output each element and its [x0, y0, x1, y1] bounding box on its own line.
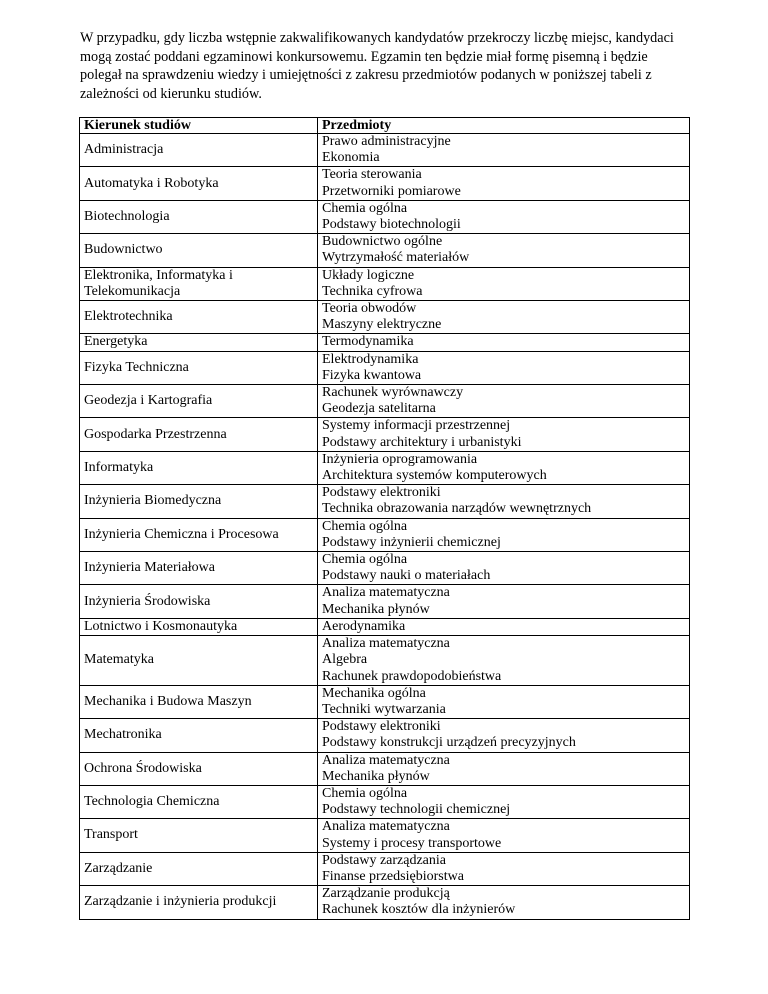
- subject-item: Wytrzymałość materiałów: [322, 250, 470, 266]
- table-row: [80, 785, 690, 818]
- subject-item: Mechanika ogólna: [322, 685, 426, 701]
- field-of-study: Matematyka: [80, 636, 318, 686]
- field-of-study: Zarządzanie: [80, 852, 318, 885]
- subject-item: Systemy informacji przestrzennej: [322, 418, 511, 434]
- field-of-study: Administracja: [80, 134, 318, 167]
- subject-item: Techniki wytwarzania: [322, 701, 446, 717]
- subject-item: Finanse przedsiębiorstwa: [322, 868, 464, 884]
- field-of-study: Energetyka: [80, 334, 318, 351]
- subjects-cell: [318, 167, 690, 200]
- table-row: [80, 719, 690, 752]
- table-body: [80, 134, 690, 920]
- subject-item: Podstawy zarządzania: [322, 852, 446, 868]
- subject-item: Termodynamika: [322, 334, 414, 350]
- subject-item: Analiza matematyczna: [322, 636, 450, 652]
- field-of-study: Informatyka: [80, 451, 318, 484]
- subject-item: Budownictwo ogólne: [322, 234, 443, 250]
- field-of-study: Inżynieria Chemiczna i Procesowa: [80, 518, 318, 551]
- field-of-study: Inżynieria Środowiska: [80, 585, 318, 618]
- subject-item: Podstawy elektroniki: [322, 719, 441, 735]
- table-row: [80, 485, 690, 518]
- field-of-study: Budownictwo: [80, 234, 318, 267]
- subject-item: Podstawy inżynierii chemicznej: [322, 534, 501, 550]
- field-of-study: Ochrona Środowiska: [80, 752, 318, 785]
- header-field: Kierunek studiów: [80, 118, 318, 134]
- table-row: [80, 852, 690, 885]
- field-of-study: Technologia Chemiczna: [80, 785, 318, 818]
- subject-item: Ekonomia: [322, 150, 380, 166]
- subjects-cell: [318, 451, 690, 484]
- subject-item: Analiza matematyczna: [322, 585, 450, 601]
- subject-item: Architektura systemów komputerowych: [322, 468, 547, 484]
- subjects-cell: [318, 552, 690, 585]
- subjects-cell: [318, 485, 690, 518]
- field-of-study: Mechanika i Budowa Maszyn: [80, 685, 318, 718]
- subject-item: Podstawy architektury i urbanistyki: [322, 434, 522, 450]
- field-of-study: Gospodarka Przestrzenna: [80, 418, 318, 451]
- table-row: [80, 552, 690, 585]
- subject-item: Zarządzanie produkcją: [322, 886, 450, 902]
- table-row: [80, 134, 690, 167]
- subject-item: Podstawy biotechnologii: [322, 217, 461, 233]
- header-subjects: Przedmioty: [318, 118, 690, 134]
- intro-paragraph: W przypadku, gdy liczba wstępnie zakwalifikowanych kandydatów przekroczy liczbę miejsc, kandydaci mogą zostać poddani egzaminowi konkursowemu. Egzamin ten będzie miał formę pisemną i będzie polegał na sprawdzeniu wiedzy i umiejętności z zakresu przedmiotów podanych w poniższej tabeli z zależności od kierunku studiów.: [80, 30, 674, 102]
- subjects-cell: [318, 418, 690, 451]
- field-of-study: Inżynieria Biomedyczna: [80, 485, 318, 518]
- table-row: [80, 418, 690, 451]
- table-row: [80, 585, 690, 618]
- table-row: [80, 819, 690, 852]
- subject-item: Inżynieria oprogramowania: [322, 451, 478, 467]
- subject-item: Mechanika płynów: [322, 768, 430, 784]
- table-row: [80, 685, 690, 718]
- subject-item: Analiza matematyczna: [322, 752, 450, 768]
- subjects-cell: [318, 618, 690, 635]
- table-row: [80, 636, 690, 686]
- subjects-cell: [318, 267, 690, 300]
- subject-item: Geodezja satelitarna: [322, 401, 436, 417]
- subjects-cell: [318, 134, 690, 167]
- table-row: [80, 351, 690, 384]
- subjects-cell: [318, 334, 690, 351]
- field-of-study: Zarządzanie i inżynieria produkcji: [80, 886, 318, 919]
- table-row: [80, 886, 690, 919]
- subject-item: Przetworniki pomiarowe: [322, 183, 461, 199]
- subjects-cell: [318, 719, 690, 752]
- subject-item: Chemia ogólna: [322, 785, 408, 801]
- subject-item: Rachunek kosztów dla inżynierów: [322, 902, 516, 918]
- subject-item: Technika obrazowania narządów wewnętrznych: [322, 501, 592, 517]
- table-row: [80, 334, 690, 351]
- subjects-cell: [318, 785, 690, 818]
- table-row: [80, 518, 690, 551]
- subject-item: Elektrodynamika: [322, 351, 419, 367]
- subject-item: Algebra: [322, 652, 368, 668]
- subject-item: Podstawy nauki o materiałach: [322, 568, 491, 584]
- subject-item: Teoria sterowania: [322, 167, 422, 183]
- subjects-cell: [318, 351, 690, 384]
- table-row: [80, 200, 690, 233]
- subject-item: Fizyka kwantowa: [322, 367, 422, 383]
- subjects-cell: [318, 636, 690, 686]
- subject-item: Podstawy technologii chemicznej: [322, 802, 511, 818]
- table-row: [80, 167, 690, 200]
- subject-item: Chemia ogólna: [322, 200, 408, 216]
- table-row: [80, 267, 690, 300]
- table-row: [80, 234, 690, 267]
- field-of-study: Inżynieria Materiałowa: [80, 552, 318, 585]
- field-of-study: Lotnictwo i Kosmonautyka: [80, 618, 318, 635]
- subject-item: Rachunek wyrównawczy: [322, 385, 464, 401]
- subjects-cell: [318, 886, 690, 919]
- subject-item: Rachunek prawdopodobieństwa: [322, 668, 502, 684]
- subject-item: Chemia ogólna: [322, 518, 408, 534]
- subjects-cell: [318, 819, 690, 852]
- subject-item: Aerodynamika: [322, 618, 406, 634]
- field-of-study: Mechatronika: [80, 719, 318, 752]
- subjects-cell: [318, 585, 690, 618]
- table-header-row: [80, 118, 690, 134]
- field-of-study: Geodezja i Kartografia: [80, 385, 318, 418]
- subject-item: Mechanika płynów: [322, 601, 430, 617]
- subject-item: Chemia ogólna: [322, 552, 408, 568]
- subjects-cell: [318, 685, 690, 718]
- subjects-cell: [318, 234, 690, 267]
- field-of-study: Fizyka Techniczna: [80, 351, 318, 384]
- subjects-cell: [318, 852, 690, 885]
- subjects-cell: [318, 301, 690, 334]
- field-of-study: Automatyka i Robotyka: [80, 167, 318, 200]
- subject-item: Technika cyfrowa: [322, 283, 423, 299]
- subjects-cell: [318, 385, 690, 418]
- subject-item: Układy logiczne: [322, 267, 415, 283]
- table-row: [80, 752, 690, 785]
- table-row: [80, 618, 690, 635]
- subject-item: Podstawy konstrukcji urządzeń precyzyjnych: [322, 735, 576, 751]
- field-of-study: Transport: [80, 819, 318, 852]
- subject-item: Podstawy elektroniki: [322, 485, 441, 501]
- subject-item: Teoria obwodów: [322, 301, 417, 317]
- subjects-cell: [318, 752, 690, 785]
- subject-item: Systemy i procesy transportowe: [322, 835, 502, 851]
- field-of-study: Elektronika, Informatyka i Telekomunikacja: [80, 267, 318, 300]
- subject-item: Maszyny elektryczne: [322, 317, 442, 333]
- subject-item: Prawo administracyjne: [322, 134, 451, 149]
- subject-item: Analiza matematyczna: [322, 819, 450, 835]
- field-of-study: Biotechnologia: [80, 200, 318, 233]
- table-row: [80, 385, 690, 418]
- field-of-study: Elektrotechnika: [80, 301, 318, 334]
- subjects-cell: [318, 200, 690, 233]
- table-row: [80, 301, 690, 334]
- subjects-table: [79, 117, 690, 920]
- subjects-cell: [318, 518, 690, 551]
- table-row: [80, 451, 690, 484]
